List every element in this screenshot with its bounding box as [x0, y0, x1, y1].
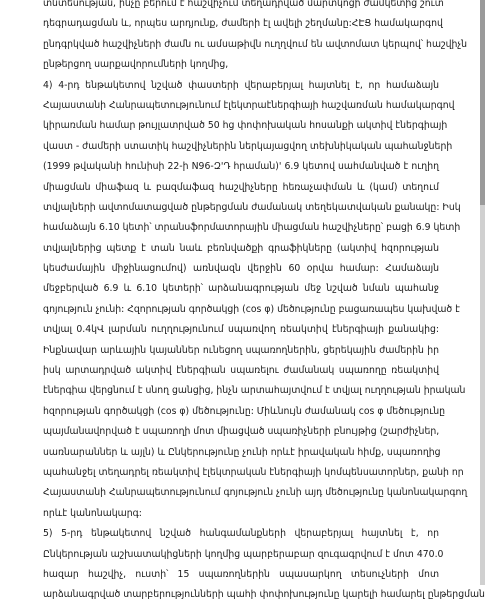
text-line: հազար հաշվիչ, ուստի՝ 15 սպառողներին սպասարկող տեսուչների մոտ	[43, 568, 439, 580]
text-line: պայմանավորված է սպառողի մոտ միացված սպառիչների բնույթից (շարժիչներ,	[43, 426, 440, 438]
text-line: (1999 թվականի հունիսի 22-ի N96-Զ'Դ հրաման)' 6.9 կետով սահմանված է ուղիղ	[43, 161, 439, 173]
text-line: 4) 4-րդ ենթակետով նշված փաստերի վերաբերյալ հայտնել է, որ համաձայն	[43, 79, 439, 91]
text-line: տվյալ 0.4կՎ լարման ուղղությունում սպառվող ռեակտիվ էներգիայի քանակից:	[43, 324, 439, 336]
text-line: իսկ արտադրված ակտիվ էներգիան սպառելու ժամանակ սպառողը ռեակտիվ	[43, 365, 439, 377]
text-line: էներգիա վերցնում է սնող ցանցից, ինչն արտահայտվում է տվյալ ուղղության իրական	[43, 385, 466, 397]
text-line: Հայաստանի Հանրապետությունում էլեկտրաէներգիայի հաշվառման համակարգով	[43, 99, 455, 111]
scrollbar-thumb[interactable]	[480, 0, 485, 205]
text-line: կեսժամային միջինացումով) առնվազն վերջին 60 օրվա համար: Համաձայն	[43, 263, 439, 275]
text-line: տվյալների ավտոմատացված ընթերցման ժամանակ տեղեկատվական քանակը: Իսկ	[43, 201, 461, 213]
text-line: արձանագրված տարբերությունների պահի փոփոխությունը կարելի համարել ընթերցման	[43, 589, 485, 601]
text-line: տնտեսության, ինչը բերում է հաշվիչում տեղադրված մարտկոցի ժամկետից շուտ	[43, 0, 444, 9]
text-line: 5) 5-րդ ենթակետով նշված հանգամանքների վերաբերյալ հայտնել է, որ	[43, 528, 439, 540]
text-line: Հայաստանի Հանրապետությունում գոյություն չունի այդ մեծությունը կանոնակարգող	[43, 487, 468, 499]
text-line: մեջբերված 6.9 և 6.10 կետերի՝ արձանագրության մեջ նշված նման պահանջ	[43, 283, 439, 295]
text-line: Ինքնավար արևային կայաններ ունեցող սպառողներին, ցերեկային ժամերին իր	[43, 344, 439, 356]
text-line: գոյություն չունի: Հզորության գործակցի (cos φ) մեծությունը բացառապես կախված է	[43, 303, 460, 315]
text-line: սառնարաններ և այլն) և Ընկերությունը չունի որևէ իրավական հիմք, սպառողից	[43, 446, 441, 458]
text-line: կիրառման համար թույլատրված 50 հց փոփոխական հոսանքի ակտիվ էներգիայի	[43, 120, 448, 132]
text-line: Ընկերության աշխատակիցների կողմից պարբերաբար զուգագրվում է մոտ 470.0	[43, 548, 444, 560]
vertical-scrollbar[interactable]	[480, 0, 485, 585]
text-line: հզորության գործակցի (cos φ) մեծությունը: Միևնույն ժամանակ cos φ մեծությունը	[43, 405, 446, 417]
text-line: միացման միաֆազ և բազմաֆազ հաշվիչները հեռաչափման և (կամ) տեղում	[43, 181, 439, 193]
text-line: որևէ կանոնակարգ:	[43, 507, 142, 519]
text-line: դեգրադացման և, որպես արդյունք, ժամերի էլ ավելի շեղմանը:ՀԷՑ համակարգով	[43, 18, 443, 30]
text-line: համաձայն 6.10 կետի՝ տրանսֆորմատորային միացման հաշվիչները՝ բացի 6.9 կետի	[43, 222, 461, 234]
text-line: պահանջել տեղադրել ռեակտիվ էլեկտրական էներգիայի կոմպենսատորներ, քանի որ	[43, 466, 464, 478]
text-line: վաստ - ժամերի ստատիկ հաշվիչներին ներկայացվող տեխնիկական պահանջների	[43, 140, 453, 152]
text-line: ընթերցող սարքավորումների կողմից,	[43, 59, 229, 71]
document-text	[43, 0, 485, 606]
text-line: ընդգրկված հաշվիչների ժամն ու ամսաթիվն ուղղվում են ավտոմատ կերպով՝ հաշվիչն	[43, 38, 468, 50]
text-line: տվյալներից պետք է տան նաև բեռնվածքի գրաֆիկները (ակտիվ հզորության	[43, 242, 439, 254]
